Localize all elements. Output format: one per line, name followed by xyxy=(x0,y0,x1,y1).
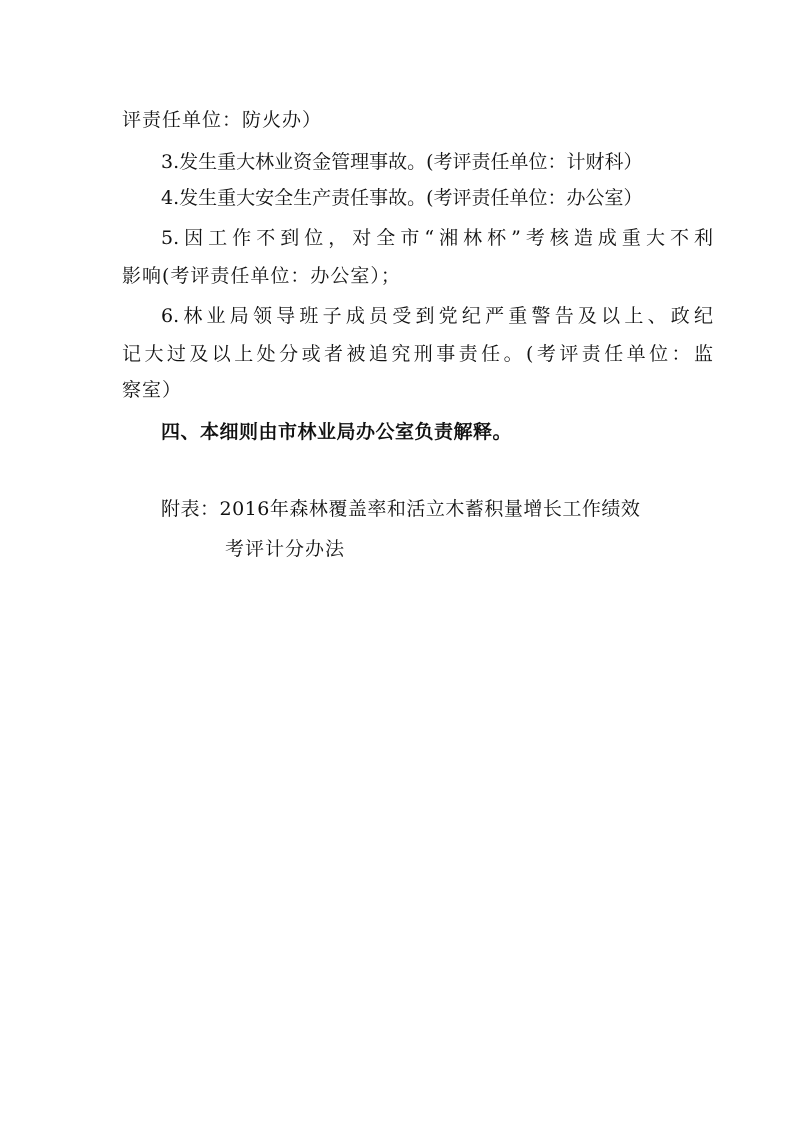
text-line-item-3: 3.发生重大林业资金管理事故。(考评责任单位：计财科） xyxy=(161,151,643,173)
attachment-line-1: 附表：2016年森林覆盖率和活立木蓄积量增长工作绩效 xyxy=(161,498,641,520)
text-line-item-5: 5.因工作不到位，对全市“湘林杯”考核造成重大不利 xyxy=(161,227,713,249)
text-line-item-6-end: 察室） xyxy=(122,379,183,401)
text-line-item-4: 4.发生重大安全生产责任事故。(考评责任单位：办公室） xyxy=(161,187,643,209)
text-line-item-6-cont: 记大过及以上处分或者被追究刑事责任。(考评责任单位：监 xyxy=(122,343,713,365)
text-line-item-5-cont: 影响(考评责任单位：办公室）； xyxy=(122,265,401,287)
section-four-heading: 四、本细则由市林业局办公室负责解释。 xyxy=(161,421,513,443)
text-line-item-6: 6.林业局领导班子成员受到党纪严重警告及以上、政纪 xyxy=(161,305,713,327)
text-line-1: 评责任单位：防火办） xyxy=(122,109,323,131)
attachment-line-2: 考评计分办法 xyxy=(225,538,346,560)
